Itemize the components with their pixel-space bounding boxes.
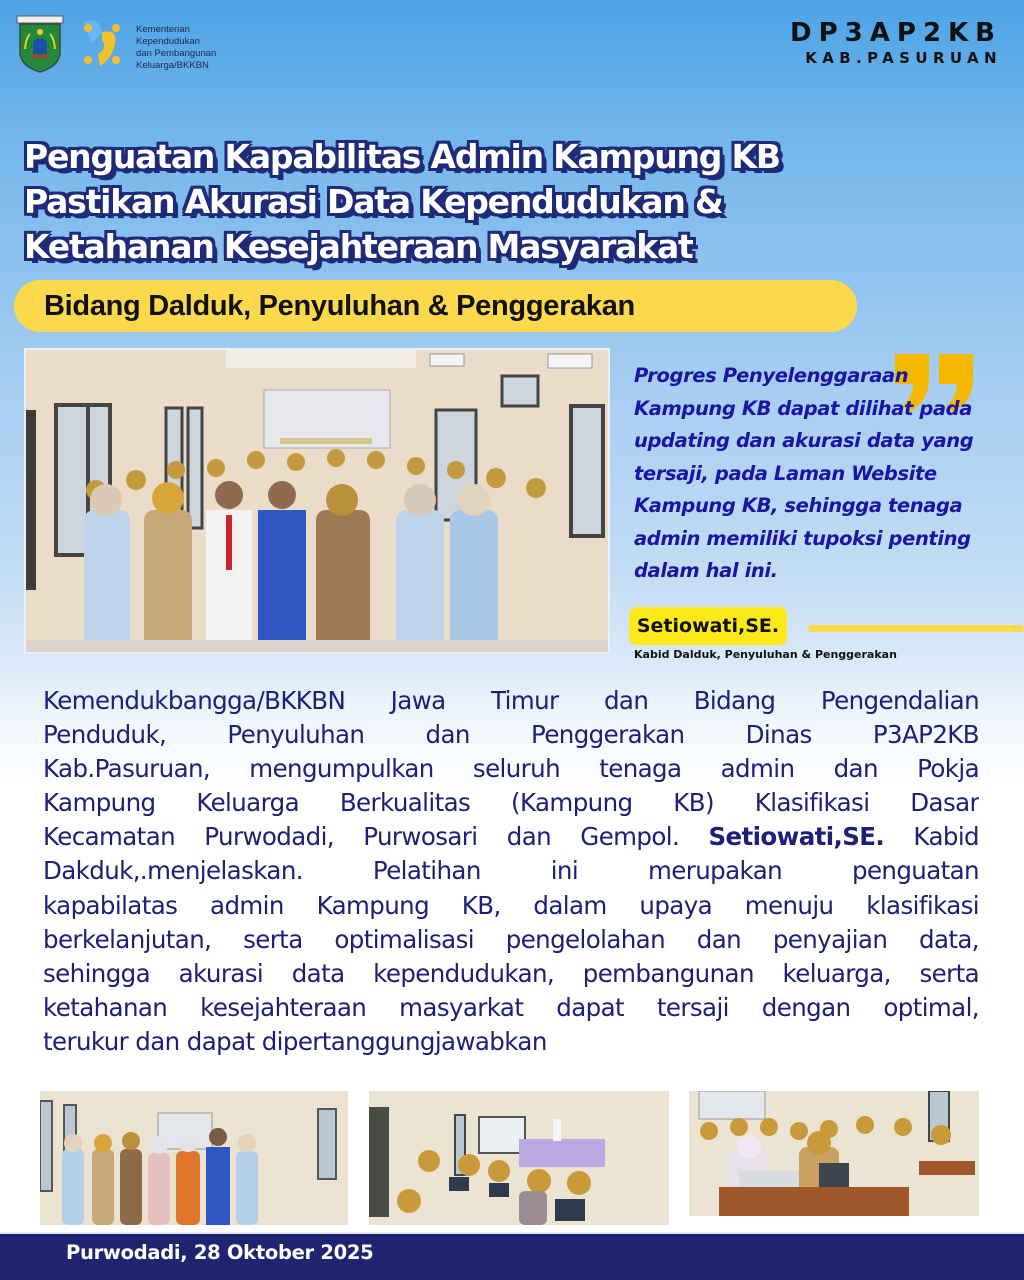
thumbnail-photo-1 — [40, 1091, 348, 1225]
bkkbn-logo — [74, 14, 130, 72]
department-banner: Bidang Dalduk, Penyuluhan & Penggerakan — [14, 280, 857, 332]
article-body: Kemendukbangga/BKKBN Jawa Timur dan Bidang Pengendalian Penduduk, Penyuluhan dan Penggerakan Dinas P3AP2KB Kab.Pasuruan, mengumpulkan seluruh tenaga admin dan Pokja Kampung Keluarga Berkualitas (Kampung KB) Klasifikasi Dasar Kecamatan Purwodadi, Purwosari dan Gempol. Setiowati,SE. Kabid Dakduk,.menjelaskan. Pelatihan ini merupakan penguatan kapabilatas admin Kampung KB, dalam upaya menuju klasifikasi berkelanjutan, serta optimalisasi pengelolahan dan penyajian data, sehingga akurasi data kependudukan, pembangunan keluarga, serta ketahanan kesejahteraan masyarkat dapat tersaji dengan optimal, terukur dan dapat dipertanggungjawabkan — [43, 686, 979, 1056]
thumbnail-photo-2 — [369, 1091, 669, 1225]
regency-crest-logo — [16, 14, 64, 74]
headline: Penguatan Kapabilitas Admin Kampung KB Pastikan Akurasi Data Kependudukan & Ketahanan Kesejahteraan Masyarakat — [24, 137, 780, 266]
article-line-with-name: Kecamatan Purwodadi, Purwosari dan Gempol. Setiowati,SE. Kabid — [43, 822, 979, 852]
main-group-photo — [24, 348, 610, 654]
speaker-role: Kabid Dalduk, Penyuluhan & Penggerakan — [634, 648, 897, 661]
agency-name: DP3AP2KB — [790, 18, 1002, 48]
decorative-divider — [808, 625, 1024, 632]
ministry-name: Kementerian Kependudukan dan Pembangunan Keluarga/BKKBN — [136, 24, 217, 71]
speaker-quote: Progres Penyelenggaraan Kampung KB dapat dilihat pada updating dan akurasi data yang tersaji, pada Laman Website Kampung KB, sehingga tenaga admin memiliki tupoksi penting dalam hal ini. — [634, 364, 974, 582]
place-date: Purwodadi, 28 Oktober 2025 — [66, 1241, 374, 1264]
agency-branding — [790, 18, 1002, 68]
speaker-name-badge: Setiowati,SE. — [629, 607, 787, 645]
thumbnail-photo-3 — [689, 1091, 979, 1216]
agency-region: KAB.PASURUAN — [805, 49, 1002, 67]
bold-speaker-name: Setiowati,SE. — [708, 822, 885, 852]
